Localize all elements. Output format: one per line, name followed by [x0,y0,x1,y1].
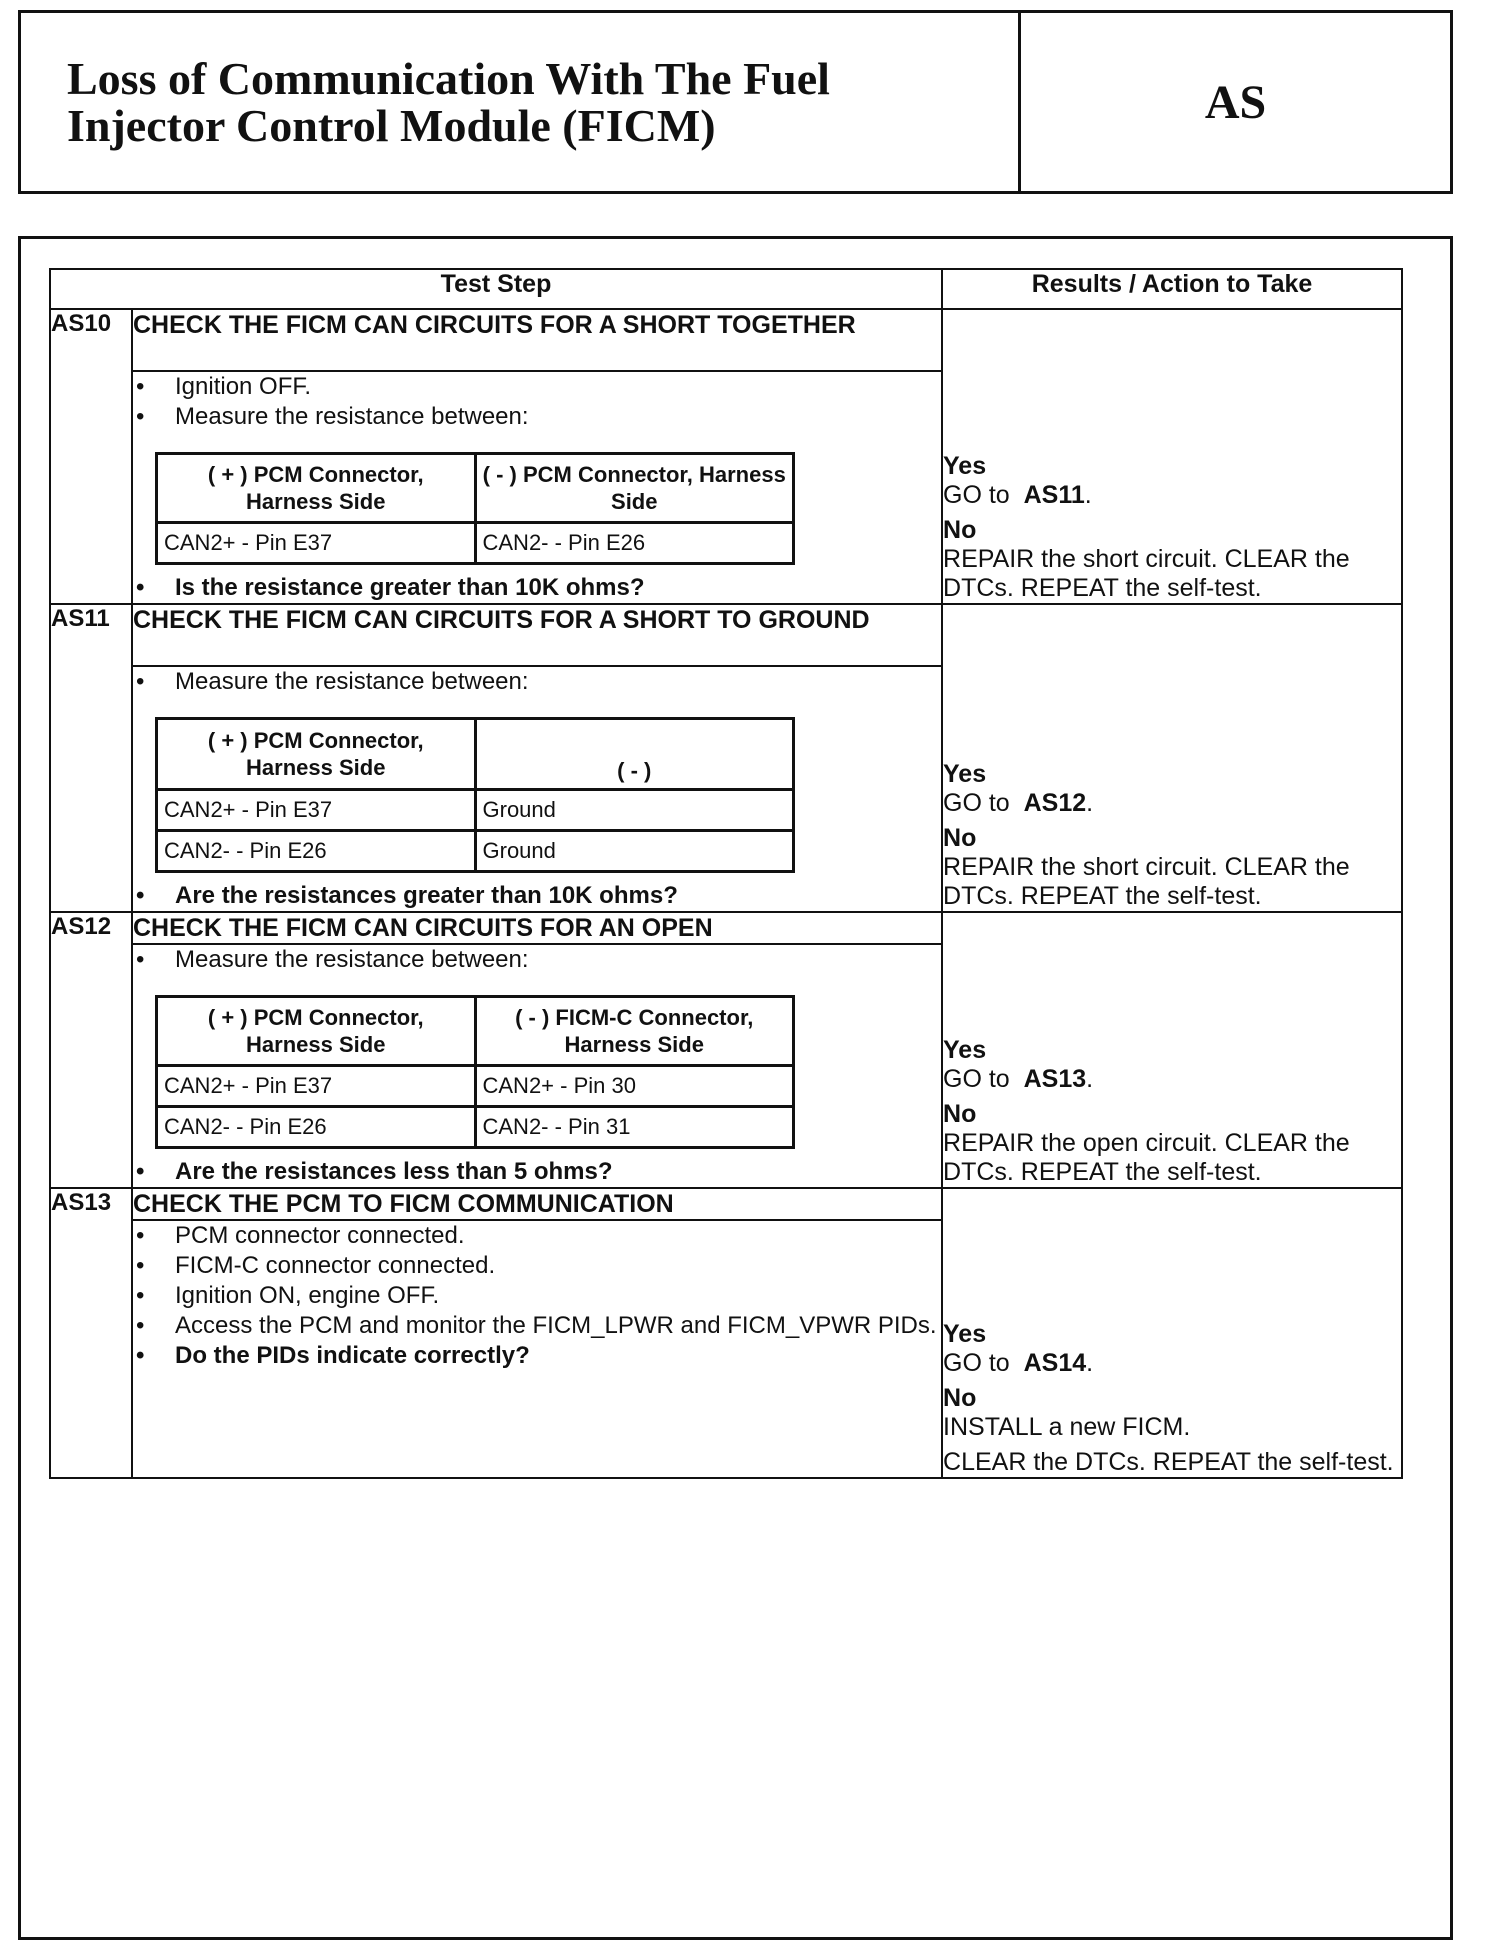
table-cell: CAN2- - Pin E26 [157,1107,476,1148]
list-item: • Measure the resistance between: [133,667,941,697]
measurement-header-plus: ( + ) PCM Connector, Harness Side [157,454,476,523]
table-row [157,523,794,564]
page-header [18,10,1453,194]
result-yes-target: AS12 [1023,789,1087,817]
result-yes-action: GO to AS14. [943,1349,1094,1377]
measurement-header-plus: ( + ) PCM Connector, Harness Side [157,997,476,1066]
step-id-spacer [50,1220,132,1478]
step-row-as11-heading [50,604,1402,666]
results-as11 [942,604,1402,912]
page-title-line-1: Loss of Communication With The Fuel [67,53,830,104]
result-yes-go: GO to [943,481,1010,509]
result-yes-label: Yes [943,1036,987,1064]
table-cell: CAN2- - Pin E26 [475,523,794,564]
table-row [157,1066,794,1107]
result-yes-go: GO to [943,1349,1010,1377]
list-item: • Measure the resistance between: [133,402,941,432]
table-row [157,831,794,872]
result-yes-target: AS13 [1023,1065,1087,1093]
step-bullets-as12 [133,945,941,975]
measurement-header-minus: ( - ) PCM Connector, Harness Side [475,454,794,523]
result-no-action: REPAIR the open circuit. CLEAR the DTCs. REPEAT the self-test. [943,1129,1350,1186]
result-yes-label: Yes [943,452,987,480]
step-id-spacer [50,944,132,1188]
list-item: • Are the resistances greater than 10K ohms? [133,881,941,911]
step-row-as12-heading [50,912,1402,944]
step-heading-as13: CHECK THE PCM TO FICM COMMUNICATION [132,1188,942,1220]
test-step-table [49,268,1403,1479]
result-yes-target: AS11 [1023,481,1085,509]
list-item: • Is the resistance greater than 10K ohms? [133,573,941,603]
result-no-action: INSTALL a new FICM. [943,1413,1191,1441]
result-no-label: No [943,516,977,544]
table-cell: Ground [475,790,794,831]
step-bullets-as10 [133,372,941,432]
step-question-as12 [133,1157,941,1187]
step-body-as11 [132,666,942,912]
table-cell: CAN2+ - Pin E37 [157,790,476,831]
step-row-as13-heading [50,1188,1402,1220]
table-cell: CAN2- - Pin 31 [475,1107,794,1148]
list-item: • PCM connector connected. [133,1221,941,1251]
measurement-header-row [157,997,794,1066]
result-yes-go: GO to [943,1065,1010,1093]
step-id-as10: AS10 [50,309,132,371]
list-item: • Ignition OFF. [133,372,941,402]
measurement-header-plus: ( + ) PCM Connector, Harness Side [157,719,476,790]
step-question-as11 [133,881,941,911]
list-item: • FICM-C connector connected. [133,1251,941,1281]
step-heading-as12: CHECK THE FICM CAN CIRCUITS FOR AN OPEN [132,912,942,944]
step-id-as11: AS11 [50,604,132,666]
table-cell: Ground [475,831,794,872]
result-no-action: REPAIR the short circuit. CLEAR the DTCs. REPEAT the self-test. [943,853,1350,910]
table-cell: CAN2+ - Pin 30 [475,1066,794,1107]
list-item: • Ignition ON, engine OFF. [133,1281,941,1311]
step-body-as12 [132,944,942,1188]
column-header-test-step: Test Step [50,269,942,309]
result-no-action: REPAIR the short circuit. CLEAR the DTCs. REPEAT the self-test. [943,545,1350,602]
step-id-as13: AS13 [50,1188,132,1220]
result-yes-action: GO to AS12. [943,789,1094,817]
list-item: • Do the PIDs indicate correctly? [133,1341,941,1371]
result-yes-action: GO to AS11. [943,481,1092,509]
step-row-as10-heading [50,309,1402,371]
measurement-table-as10 [155,452,795,565]
table-cell: CAN2- - Pin E26 [157,831,476,872]
step-heading-as10: CHECK THE FICM CAN CIRCUITS FOR A SHORT TOGETHER [132,309,942,371]
result-yes-label: Yes [943,1320,987,1348]
table-cell: CAN2+ - Pin E37 [157,523,476,564]
step-bullets-as11 [133,667,941,697]
measurement-header-minus: ( - ) [475,719,794,790]
table-row [157,1107,794,1148]
step-question-as10 [133,573,941,603]
results-as13 [942,1188,1402,1478]
result-no-label: No [943,1100,977,1128]
step-bullets-as13 [133,1221,941,1371]
list-item: • Measure the resistance between: [133,945,941,975]
step-id-as12: AS12 [50,912,132,944]
column-header-results: Results / Action to Take [942,269,1402,309]
result-no-label: No [943,824,977,852]
list-item: • Are the resistances less than 5 ohms? [133,1157,941,1187]
section-code: AS [1204,75,1267,129]
table-cell: CAN2+ - Pin E37 [157,1066,476,1107]
step-id-spacer [50,371,132,604]
measurement-table-as12 [155,995,795,1149]
result-yes-action: GO to AS13. [943,1065,1094,1093]
measurement-header-minus: ( - ) FICM-C Connector, Harness Side [475,997,794,1066]
table-row [157,790,794,831]
result-yes-label: Yes [943,760,987,788]
result-yes-target: AS14 [1023,1349,1087,1377]
result-no-action-extra: CLEAR the DTCs. REPEAT the self-test. [943,1448,1394,1476]
result-no-label: No [943,1384,977,1412]
step-body-as10 [132,371,942,604]
measurement-header-row [157,454,794,523]
measurement-table-as11 [155,717,795,873]
result-yes-go: GO to [943,789,1010,817]
page-title [21,13,1021,191]
list-item: • Access the PCM and monitor the FICM_LPWR and FICM_VPWR PIDs. [133,1311,941,1341]
page-title-line-2: Injector Control Module (FICM) [67,100,716,151]
results-as10 [942,309,1402,604]
step-body-as13 [132,1220,942,1478]
step-heading-as11: CHECK THE FICM CAN CIRCUITS FOR A SHORT TO GROUND [132,604,942,666]
measurement-header-row [157,719,794,790]
results-as12 [942,912,1402,1188]
table-header-row [50,269,1402,309]
step-id-spacer [50,666,132,912]
